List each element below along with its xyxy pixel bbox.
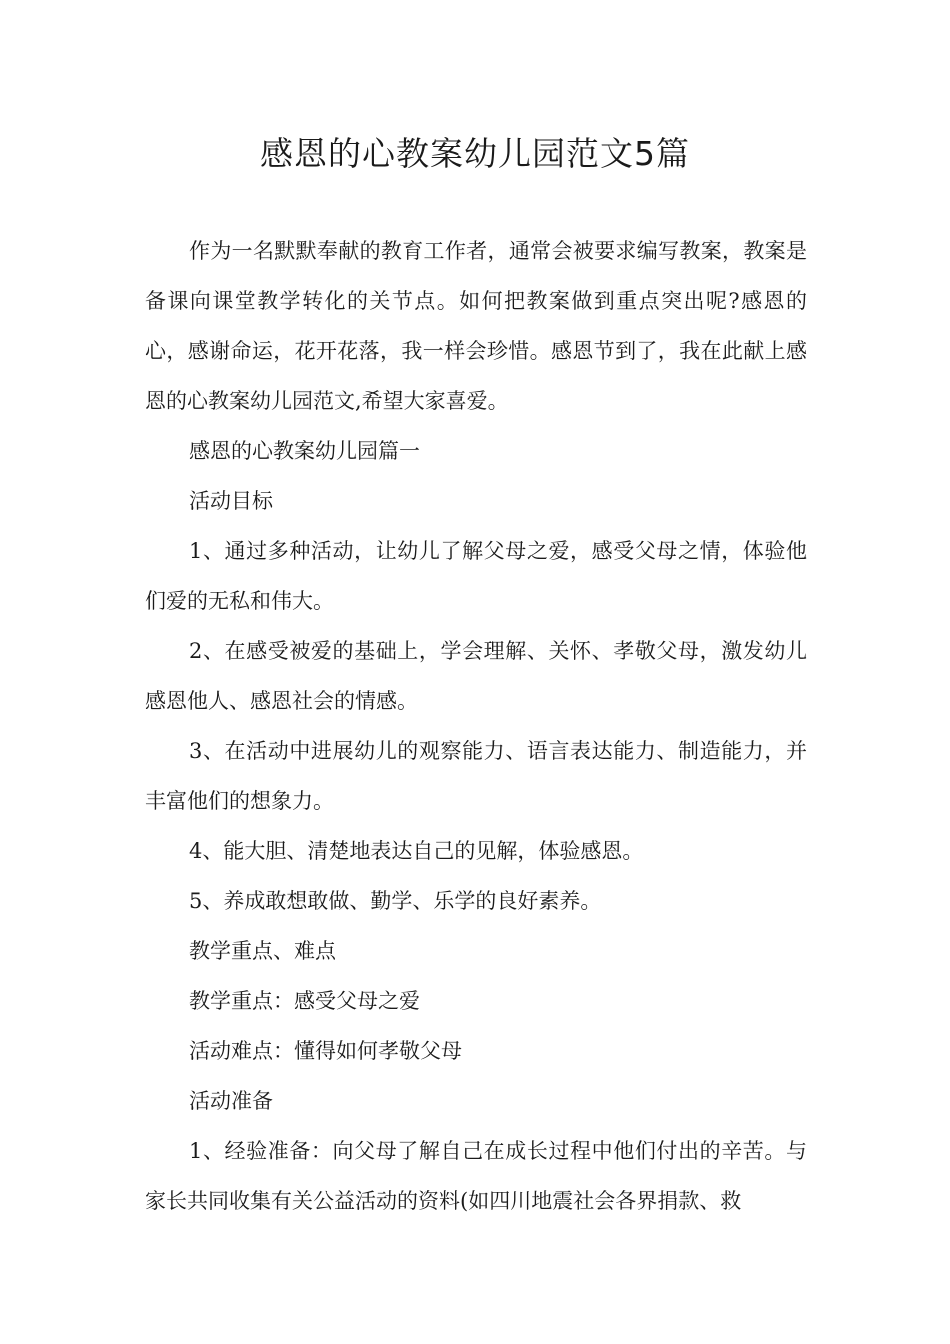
objective-item: 2、在感受被爱的基础上，学会理解、关怀、孝敬父母，激发幼儿感恩他人、感恩社会的情感。 [145, 639, 807, 713]
subsection-heading: 教学重点、难点 [189, 939, 336, 963]
preparation-item: 1、经验准备：向父母了解自己在成长过程中他们付出的辛苦。与家长共同收集有关公益活动的资料(如四川地震社会各界捐款、救 [145, 1139, 807, 1213]
intro-paragraph: 作为一名默默奉献的教育工作者，通常会被要求编写教案，教案是备课向课堂教学转化的关节点。如何把教案做到重点突出呢?感恩的心，感谢命运，花开花落，我一样会珍惜。感恩节到了，我在此献上感恩的心教案幼儿园范文,希望大家喜爱。 [145, 239, 807, 413]
objective-item: 3、在活动中进展幼儿的观察能力、语言表达能力、制造能力，并丰富他们的想象力。 [145, 739, 807, 813]
difficulty-line: 活动难点：懂得如何孝敬父母 [189, 1039, 462, 1063]
subsection-heading: 活动准备 [189, 1089, 273, 1113]
objective-item: 1、通过多种活动，让幼儿了解父母之爱，感受父母之情，体验他们爱的无私和伟大。 [145, 539, 807, 613]
objective-item: 5、养成敢想敢做、勤学、乐学的良好素养。 [189, 889, 602, 913]
section-heading: 感恩的心教案幼儿园篇一 [189, 439, 420, 463]
key-point-line: 教学重点：感受父母之爱 [189, 989, 420, 1013]
document-body [145, 226, 807, 1226]
document-title: 感恩的心教案幼儿园范文5篇 [260, 134, 690, 173]
subsection-heading: 活动目标 [189, 489, 273, 513]
objective-item: 4、能大胆、清楚地表达自己的见解，体验感恩。 [189, 839, 644, 863]
